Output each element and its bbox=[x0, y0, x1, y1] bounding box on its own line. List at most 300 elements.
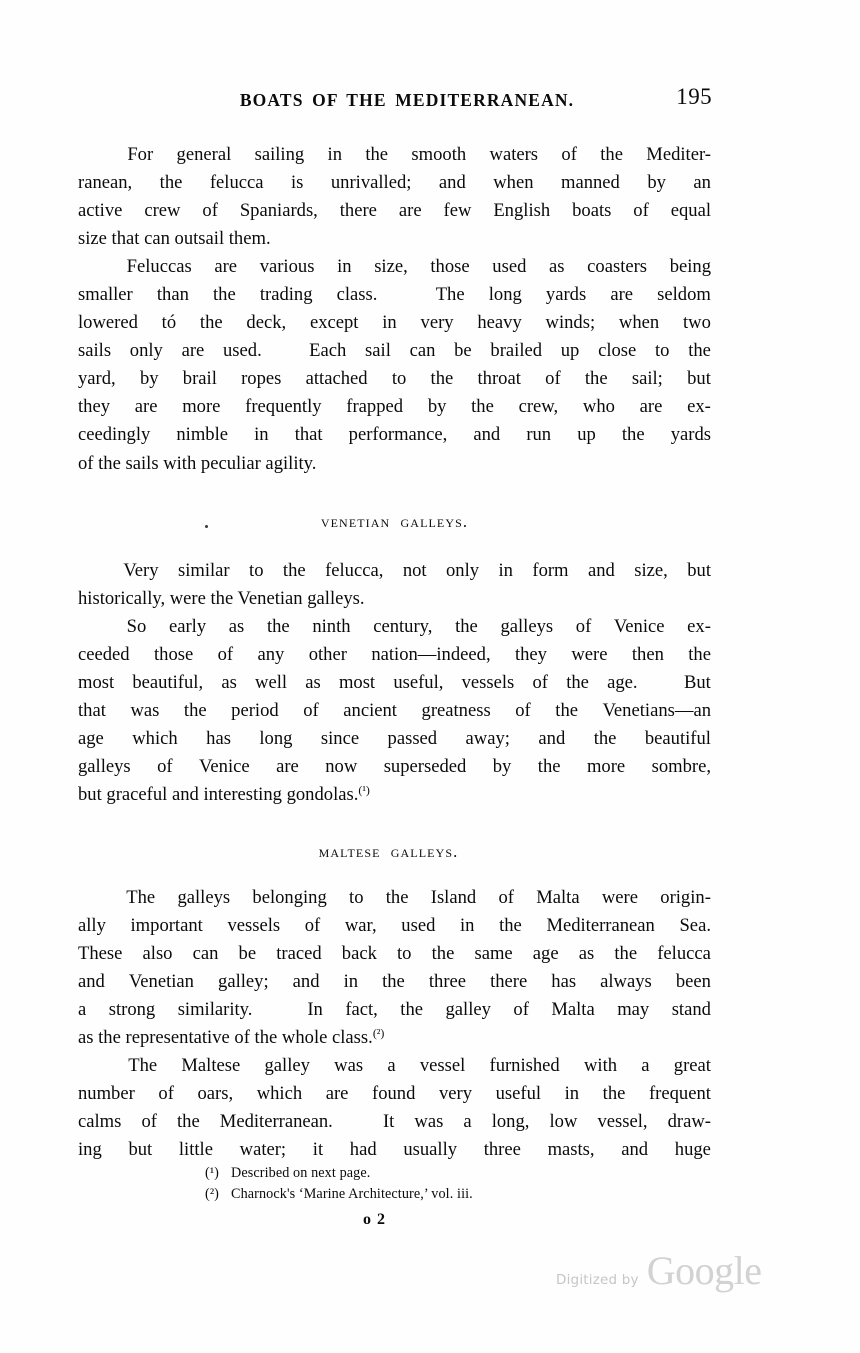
word: attached bbox=[305, 368, 368, 390]
word: age bbox=[532, 943, 559, 965]
word: since bbox=[320, 727, 360, 749]
word: the bbox=[688, 340, 711, 362]
footnote-reference[interactable]: (¹) bbox=[358, 782, 370, 797]
running-head-title: BOATS OF THE MEDITERRANEAN. bbox=[239, 90, 575, 110]
word: only bbox=[446, 559, 480, 581]
word: waters bbox=[489, 144, 539, 165]
word: sailing bbox=[254, 144, 305, 165]
word: yard, bbox=[78, 368, 116, 390]
footnote-2-text: Charnock's ‘Marine Architecture,’ vol. iii. bbox=[231, 1186, 473, 1202]
word: frequently bbox=[245, 396, 322, 418]
word: it bbox=[312, 1139, 324, 1161]
word: and bbox=[473, 424, 501, 446]
word: a bbox=[463, 1111, 472, 1133]
word: smaller bbox=[78, 284, 133, 306]
text-line bbox=[78, 613, 711, 641]
word: size that can outsail them. bbox=[78, 228, 271, 250]
page-number: 195 bbox=[676, 84, 712, 109]
text-line bbox=[78, 585, 711, 613]
word: Venetians—an bbox=[602, 699, 711, 721]
word: smooth bbox=[411, 144, 467, 165]
running-head bbox=[78, 84, 712, 118]
word: similar bbox=[177, 559, 230, 581]
word: of bbox=[532, 671, 548, 693]
paragraph-indent bbox=[78, 141, 104, 169]
word: but bbox=[128, 1139, 153, 1161]
word: used bbox=[492, 256, 527, 278]
word: but bbox=[687, 559, 711, 581]
word: of bbox=[498, 886, 514, 908]
word: to bbox=[391, 368, 407, 390]
word: of bbox=[303, 699, 319, 721]
word: by bbox=[427, 396, 447, 418]
word: when bbox=[493, 172, 534, 194]
word: those bbox=[430, 256, 470, 278]
word: in bbox=[343, 971, 359, 993]
heading-maltese-galleys-label: maltese galleys. bbox=[318, 841, 459, 861]
word: origin- bbox=[660, 886, 711, 908]
word: traced bbox=[276, 943, 322, 965]
word: galley; bbox=[218, 971, 269, 993]
word: can bbox=[409, 340, 436, 362]
paragraph-maltese-origin bbox=[78, 884, 711, 1052]
word: galleys bbox=[500, 615, 554, 637]
word: most bbox=[78, 671, 115, 693]
word: Mediterranean. bbox=[219, 1111, 333, 1133]
word: general bbox=[176, 144, 232, 165]
word: long bbox=[259, 727, 293, 749]
text-line bbox=[78, 753, 711, 781]
word: Venice bbox=[613, 615, 665, 637]
word: vessel bbox=[419, 1055, 466, 1077]
word: belonging bbox=[252, 886, 327, 908]
heading-venetian-galleys bbox=[78, 512, 711, 532]
text-line bbox=[78, 884, 711, 912]
word: they bbox=[514, 643, 547, 665]
word: Sea. bbox=[679, 915, 711, 937]
word: useful bbox=[495, 1083, 542, 1105]
word: of the sails with peculiar agility. bbox=[78, 452, 317, 474]
word: to bbox=[249, 559, 264, 581]
word: of bbox=[515, 699, 531, 721]
word: sail; bbox=[631, 368, 663, 390]
word: oars, bbox=[197, 1083, 234, 1105]
word: the bbox=[621, 424, 645, 446]
word: It bbox=[382, 1111, 395, 1133]
word: The bbox=[128, 1055, 158, 1077]
word: as the representative of the whole class.$^{(^2)}$ bbox=[78, 1026, 385, 1049]
word: ceeded bbox=[78, 643, 130, 665]
word: coasters bbox=[587, 256, 648, 278]
text-line bbox=[78, 781, 711, 809]
word: few bbox=[443, 200, 472, 222]
word: which bbox=[132, 727, 178, 749]
word: ceedingly bbox=[78, 424, 151, 446]
word: in bbox=[337, 256, 352, 278]
word: greatness bbox=[421, 699, 491, 721]
word: galleys bbox=[177, 886, 231, 908]
word: well bbox=[255, 671, 288, 693]
word: ing bbox=[78, 1139, 102, 1161]
word: of bbox=[141, 1111, 157, 1133]
word: the bbox=[566, 671, 589, 693]
word: any bbox=[257, 643, 285, 665]
word: to bbox=[655, 340, 670, 362]
heading-venetian-galleys-label: venetian galleys. bbox=[320, 511, 469, 531]
word: of bbox=[513, 999, 529, 1021]
word: except bbox=[309, 312, 359, 334]
word: up bbox=[577, 424, 596, 446]
text-line bbox=[78, 365, 711, 393]
spacer-after-maltese-heading bbox=[78, 862, 711, 884]
word: beautiful bbox=[644, 727, 711, 749]
word: galley bbox=[264, 1055, 310, 1077]
word: are bbox=[134, 396, 158, 418]
word: the bbox=[602, 1083, 626, 1105]
footnote-1-text: Described on next page. bbox=[231, 1165, 371, 1181]
word: they bbox=[78, 396, 111, 418]
word: the bbox=[614, 943, 638, 965]
word: similarity. bbox=[177, 999, 253, 1021]
text-line bbox=[78, 309, 711, 337]
spacer-before-maltese-heading bbox=[78, 809, 711, 842]
word: had bbox=[349, 1139, 377, 1161]
word: was bbox=[414, 1111, 444, 1133]
word: masts, bbox=[547, 1139, 595, 1161]
word: In bbox=[307, 999, 323, 1021]
word: the bbox=[471, 396, 494, 418]
word: crew bbox=[144, 200, 181, 222]
word: size, bbox=[374, 256, 408, 278]
word: were bbox=[571, 643, 608, 665]
word: of bbox=[561, 144, 577, 165]
word: the bbox=[584, 368, 608, 390]
text-line bbox=[78, 1024, 711, 1052]
paragraph-feluccas-sizes bbox=[78, 253, 711, 477]
digitized-by-google-watermark bbox=[556, 1248, 762, 1293]
word: winds; bbox=[545, 312, 596, 334]
word: Feluccas bbox=[126, 256, 192, 278]
word: as bbox=[549, 256, 565, 278]
word: are bbox=[398, 200, 422, 222]
word: So bbox=[126, 615, 147, 637]
word: form bbox=[532, 559, 569, 581]
word: and bbox=[621, 1139, 649, 1161]
word: not bbox=[402, 559, 427, 581]
text-line bbox=[78, 912, 711, 940]
footnote-block bbox=[205, 1163, 705, 1205]
word: are bbox=[276, 755, 299, 777]
watermark-prefix: Digitized by bbox=[556, 1272, 639, 1288]
word: the bbox=[213, 284, 236, 306]
text-line bbox=[78, 281, 711, 309]
word: as bbox=[221, 671, 237, 693]
word: the bbox=[266, 615, 290, 637]
text-line bbox=[78, 1052, 711, 1080]
word: as bbox=[578, 943, 595, 965]
word: of bbox=[157, 755, 173, 777]
word: are bbox=[181, 340, 205, 362]
word: strong bbox=[108, 999, 156, 1021]
word: the bbox=[455, 615, 478, 637]
word: the bbox=[431, 943, 455, 965]
word: up bbox=[560, 340, 580, 362]
text-line bbox=[78, 996, 711, 1024]
word: same bbox=[474, 943, 513, 965]
word: brailed bbox=[490, 340, 543, 362]
word: in bbox=[498, 559, 513, 581]
footnote-1 bbox=[205, 1163, 705, 1184]
word: Mediter- bbox=[646, 144, 711, 165]
word: manned bbox=[560, 172, 620, 194]
text-column bbox=[78, 141, 711, 1164]
word: most bbox=[338, 671, 376, 693]
word: the bbox=[385, 886, 409, 908]
word: was bbox=[334, 1055, 364, 1077]
word: very bbox=[420, 312, 454, 334]
word: calms bbox=[78, 1111, 122, 1133]
word: are bbox=[610, 284, 634, 306]
word: heavy bbox=[477, 312, 522, 334]
word: tó bbox=[161, 312, 177, 334]
word: fact, bbox=[345, 999, 378, 1021]
word: more bbox=[182, 396, 221, 418]
text-line bbox=[78, 141, 711, 169]
text-line bbox=[78, 253, 711, 281]
word: that bbox=[294, 424, 323, 446]
word: sails bbox=[78, 340, 112, 362]
word: throat bbox=[477, 368, 521, 390]
word: were bbox=[601, 886, 639, 908]
word bbox=[280, 337, 290, 365]
word: useful, bbox=[393, 671, 444, 693]
paragraph-venetian-similar bbox=[78, 557, 711, 613]
word: galley bbox=[445, 999, 491, 1021]
word: nation—indeed, bbox=[371, 643, 491, 665]
word: ancient bbox=[343, 699, 397, 721]
word: in bbox=[254, 424, 269, 446]
word: sail bbox=[365, 340, 391, 362]
word: by bbox=[492, 755, 512, 777]
word: Maltese bbox=[181, 1055, 241, 1077]
word: Each bbox=[309, 340, 347, 362]
word: yards bbox=[670, 424, 711, 446]
paragraph-indent bbox=[78, 1052, 104, 1080]
word: unrivalled; bbox=[330, 172, 412, 194]
word: ex- bbox=[687, 615, 711, 637]
word: low bbox=[549, 1111, 578, 1133]
word: run bbox=[526, 424, 552, 446]
footnote-2 bbox=[205, 1184, 705, 1205]
word: Island bbox=[430, 886, 477, 908]
text-line bbox=[78, 1108, 711, 1136]
word: in bbox=[327, 144, 342, 165]
word: Malta bbox=[536, 886, 580, 908]
word: by bbox=[647, 172, 666, 194]
word: there bbox=[490, 971, 528, 993]
word: Mediterranean bbox=[546, 915, 655, 937]
word: the bbox=[499, 915, 522, 937]
word: of bbox=[545, 368, 561, 390]
word bbox=[353, 1108, 363, 1136]
word: nimble bbox=[176, 424, 229, 446]
heading-maltese-galleys bbox=[66, 842, 711, 862]
word: more bbox=[586, 755, 626, 777]
word: performance, bbox=[348, 424, 448, 446]
word bbox=[656, 669, 666, 697]
word: and bbox=[538, 727, 566, 749]
word: those bbox=[153, 643, 194, 665]
word: be bbox=[238, 943, 257, 965]
word: the bbox=[555, 699, 579, 721]
word bbox=[275, 996, 285, 1024]
word: century, bbox=[373, 615, 433, 637]
word: that bbox=[78, 699, 106, 721]
word: by bbox=[139, 368, 159, 390]
word: seldom bbox=[657, 284, 711, 306]
word: active bbox=[78, 200, 123, 222]
word: ex- bbox=[687, 396, 711, 418]
word: in bbox=[382, 312, 397, 334]
paragraph-feluccas-sailing bbox=[78, 141, 711, 253]
word: back bbox=[341, 943, 377, 965]
word: various bbox=[259, 256, 315, 278]
word: was bbox=[130, 699, 160, 721]
word: are bbox=[325, 1083, 349, 1105]
word: has bbox=[551, 971, 577, 993]
word: to bbox=[349, 886, 364, 908]
word: Spaniards, bbox=[239, 200, 318, 222]
word: number bbox=[78, 1083, 135, 1105]
word: sombre, bbox=[651, 755, 711, 777]
word: ally bbox=[78, 915, 106, 937]
word: the bbox=[177, 1111, 200, 1133]
word: frapped bbox=[346, 396, 404, 418]
word: but bbox=[687, 368, 711, 390]
text-line bbox=[78, 557, 711, 585]
signature-mark: o 2 bbox=[363, 1211, 386, 1228]
text-line bbox=[78, 697, 711, 725]
paragraph-indent bbox=[78, 557, 104, 585]
word: three bbox=[483, 1139, 521, 1161]
word: little bbox=[178, 1139, 213, 1161]
word: the bbox=[600, 144, 623, 165]
word: are bbox=[214, 256, 238, 278]
word: as bbox=[305, 671, 321, 693]
text-line bbox=[78, 393, 711, 421]
word: historically, were the Venetian galleys. bbox=[78, 587, 365, 609]
word: used bbox=[401, 915, 436, 937]
word: with bbox=[583, 1055, 618, 1077]
word: frequent bbox=[648, 1083, 711, 1105]
word: the bbox=[537, 755, 561, 777]
paragraph-venetian-history bbox=[78, 613, 711, 809]
word: boats bbox=[572, 200, 612, 222]
word: is bbox=[291, 172, 304, 194]
word: the bbox=[688, 643, 711, 665]
word: of bbox=[158, 1083, 174, 1105]
word: but graceful and interesting gondolas.$^{(^1)}$ bbox=[78, 782, 370, 805]
word: beautiful, bbox=[132, 671, 204, 693]
text-line bbox=[78, 669, 711, 697]
word: vessel, bbox=[597, 1111, 648, 1133]
word: Malta bbox=[551, 999, 595, 1021]
word: has bbox=[206, 727, 231, 749]
paragraph-indent bbox=[78, 884, 104, 912]
word: an bbox=[693, 172, 711, 194]
word: But bbox=[683, 671, 711, 693]
word: felucca, bbox=[325, 559, 384, 581]
paragraph-maltese-vessel bbox=[78, 1052, 711, 1164]
word: The bbox=[126, 886, 156, 908]
word: the bbox=[400, 999, 424, 1021]
word: the bbox=[199, 312, 223, 334]
word: For bbox=[127, 144, 154, 165]
word: and bbox=[292, 971, 320, 993]
word: war, bbox=[344, 915, 377, 937]
word: of bbox=[202, 200, 218, 222]
paragraph-indent bbox=[78, 613, 104, 641]
text-line bbox=[78, 169, 711, 197]
word: can bbox=[192, 943, 219, 965]
word: felucca bbox=[657, 943, 711, 965]
text-line bbox=[78, 940, 711, 968]
word: being bbox=[669, 256, 711, 278]
spacer-before-venetian-heading bbox=[78, 478, 711, 512]
word: be bbox=[454, 340, 472, 362]
word: only bbox=[129, 340, 163, 362]
word: away; bbox=[465, 727, 510, 749]
word: the bbox=[430, 368, 454, 390]
word: passed bbox=[387, 727, 438, 749]
text-line bbox=[78, 197, 711, 225]
text-line bbox=[78, 968, 711, 996]
text-line bbox=[78, 1080, 711, 1108]
word: two bbox=[682, 312, 711, 334]
text-line bbox=[78, 450, 711, 478]
word: than bbox=[156, 284, 189, 306]
word: age bbox=[78, 727, 104, 749]
text-line bbox=[78, 1136, 711, 1164]
word: felucca bbox=[209, 172, 264, 194]
footnote-reference[interactable]: (²) bbox=[372, 1026, 385, 1041]
word: long, bbox=[491, 1111, 530, 1133]
text-line bbox=[78, 421, 711, 449]
word bbox=[402, 281, 412, 309]
word: stand bbox=[671, 999, 711, 1021]
word: vessels bbox=[227, 915, 281, 937]
word: there bbox=[339, 200, 377, 222]
word: three bbox=[428, 971, 467, 993]
word: a bbox=[78, 999, 87, 1021]
word: in bbox=[564, 1083, 580, 1105]
word: English bbox=[493, 200, 551, 222]
word: galleys bbox=[78, 755, 131, 777]
word: of bbox=[217, 643, 234, 665]
paragraph-indent bbox=[78, 253, 104, 281]
word: the bbox=[183, 699, 207, 721]
word: are bbox=[639, 396, 663, 418]
word: which bbox=[256, 1083, 303, 1105]
text-line bbox=[78, 337, 711, 365]
word: the bbox=[593, 727, 617, 749]
word: very bbox=[438, 1083, 473, 1105]
word: found bbox=[372, 1083, 416, 1105]
word: crew, bbox=[518, 396, 559, 418]
word: of bbox=[304, 915, 321, 937]
word: lowered bbox=[78, 312, 138, 334]
word: a bbox=[387, 1055, 396, 1077]
